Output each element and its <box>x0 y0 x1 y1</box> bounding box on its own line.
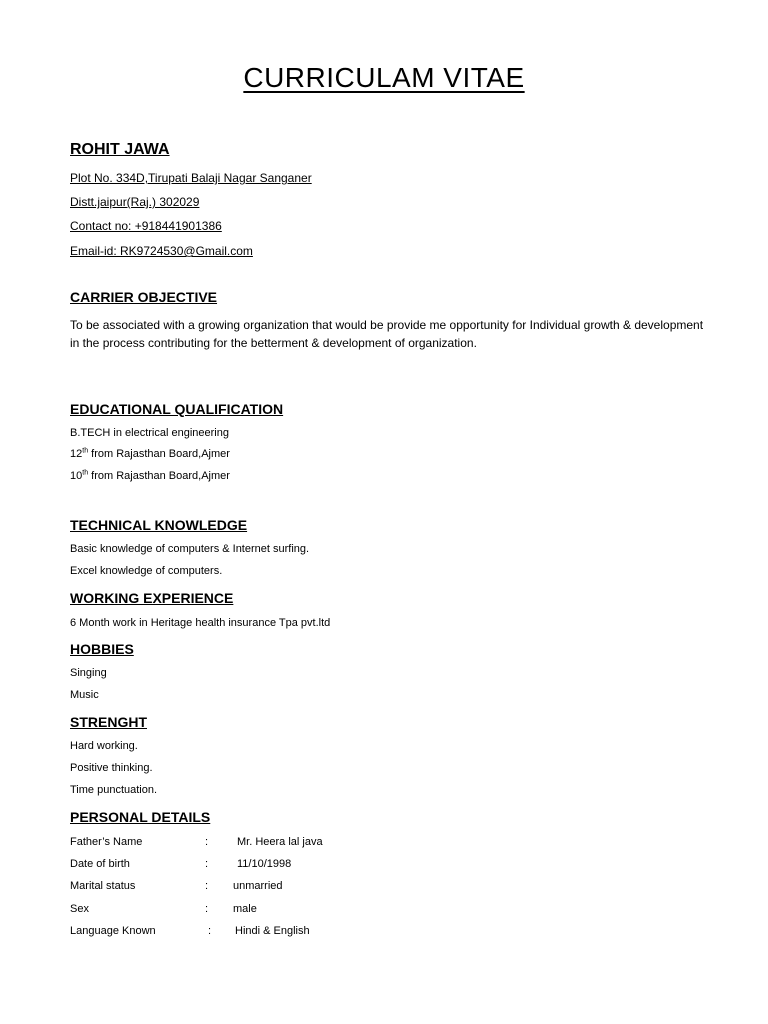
hobby-item: Music <box>70 689 99 701</box>
personal-label: Date of birth <box>70 858 130 870</box>
personal-value: Mr. Heera lal java <box>237 836 323 848</box>
education-heading: EDUCATIONAL QUALIFICATION <box>70 401 284 417</box>
technical-heading: TECHNICAL KNOWLEDGE <box>70 517 248 533</box>
personal-heading: PERSONAL DETAILS <box>70 809 211 825</box>
personal-value: Hindi & English <box>235 925 310 937</box>
hobbies-heading: HOBBIES <box>70 641 134 657</box>
personal-colon: : <box>205 858 209 870</box>
personal-colon: : <box>205 880 209 892</box>
education-item: 10th from Rajasthan Board,Ajmer <box>70 469 230 482</box>
experience-heading: WORKING EXPERIENCE <box>70 590 234 606</box>
personal-value: 11/10/1998 <box>237 858 292 870</box>
personal-colon: : <box>208 925 212 937</box>
personal-label: Father’s Name <box>70 836 143 848</box>
email-address: Email-id: RK9724530@Gmail.com <box>70 244 253 258</box>
personal-value: male <box>233 903 257 915</box>
education-item: 12th from Rajasthan Board,Ajmer <box>70 447 230 460</box>
objective-text: To be associated with a growing organization that would be provide me opportunity for Individual growth & development in the process contributing for the betterment & development of organization. <box>70 318 704 350</box>
education-item: B.TECH in electrical engineering <box>70 427 229 439</box>
strength-item: Positive thinking. <box>70 762 153 774</box>
address-line-1: Plot No. 334D,Tirupati Balaji Nagar Sanganer <box>70 171 312 185</box>
technical-item: Excel knowledge of computers. <box>70 565 223 577</box>
strength-item: Time punctuation. <box>70 784 158 796</box>
personal-value: unmarried <box>233 880 283 892</box>
contact-number: Contact no: +918441901386 <box>70 219 222 233</box>
strength-item: Hard working. <box>70 740 138 752</box>
personal-colon: : <box>205 903 209 915</box>
document-title: CURRICULAM VITAE <box>243 62 525 93</box>
personal-label: Sex <box>70 903 89 915</box>
hobby-item: Singing <box>70 667 107 679</box>
personal-label: Language Known <box>70 925 156 937</box>
objective-heading: CARRIER OBJECTIVE <box>70 289 218 305</box>
candidate-name: ROHIT JAWA <box>70 141 170 158</box>
address-line-2: Distt.jaipur(Raj.) 302029 <box>70 195 200 209</box>
strength-heading: STRENGHT <box>70 714 147 730</box>
personal-label: Marital status <box>70 880 136 892</box>
technical-item: Basic knowledge of computers & Internet surfing. <box>70 543 310 555</box>
experience-item: 6 Month work in Heritage health insurance Tpa pvt.ltd <box>70 617 331 629</box>
personal-colon: : <box>205 836 209 848</box>
